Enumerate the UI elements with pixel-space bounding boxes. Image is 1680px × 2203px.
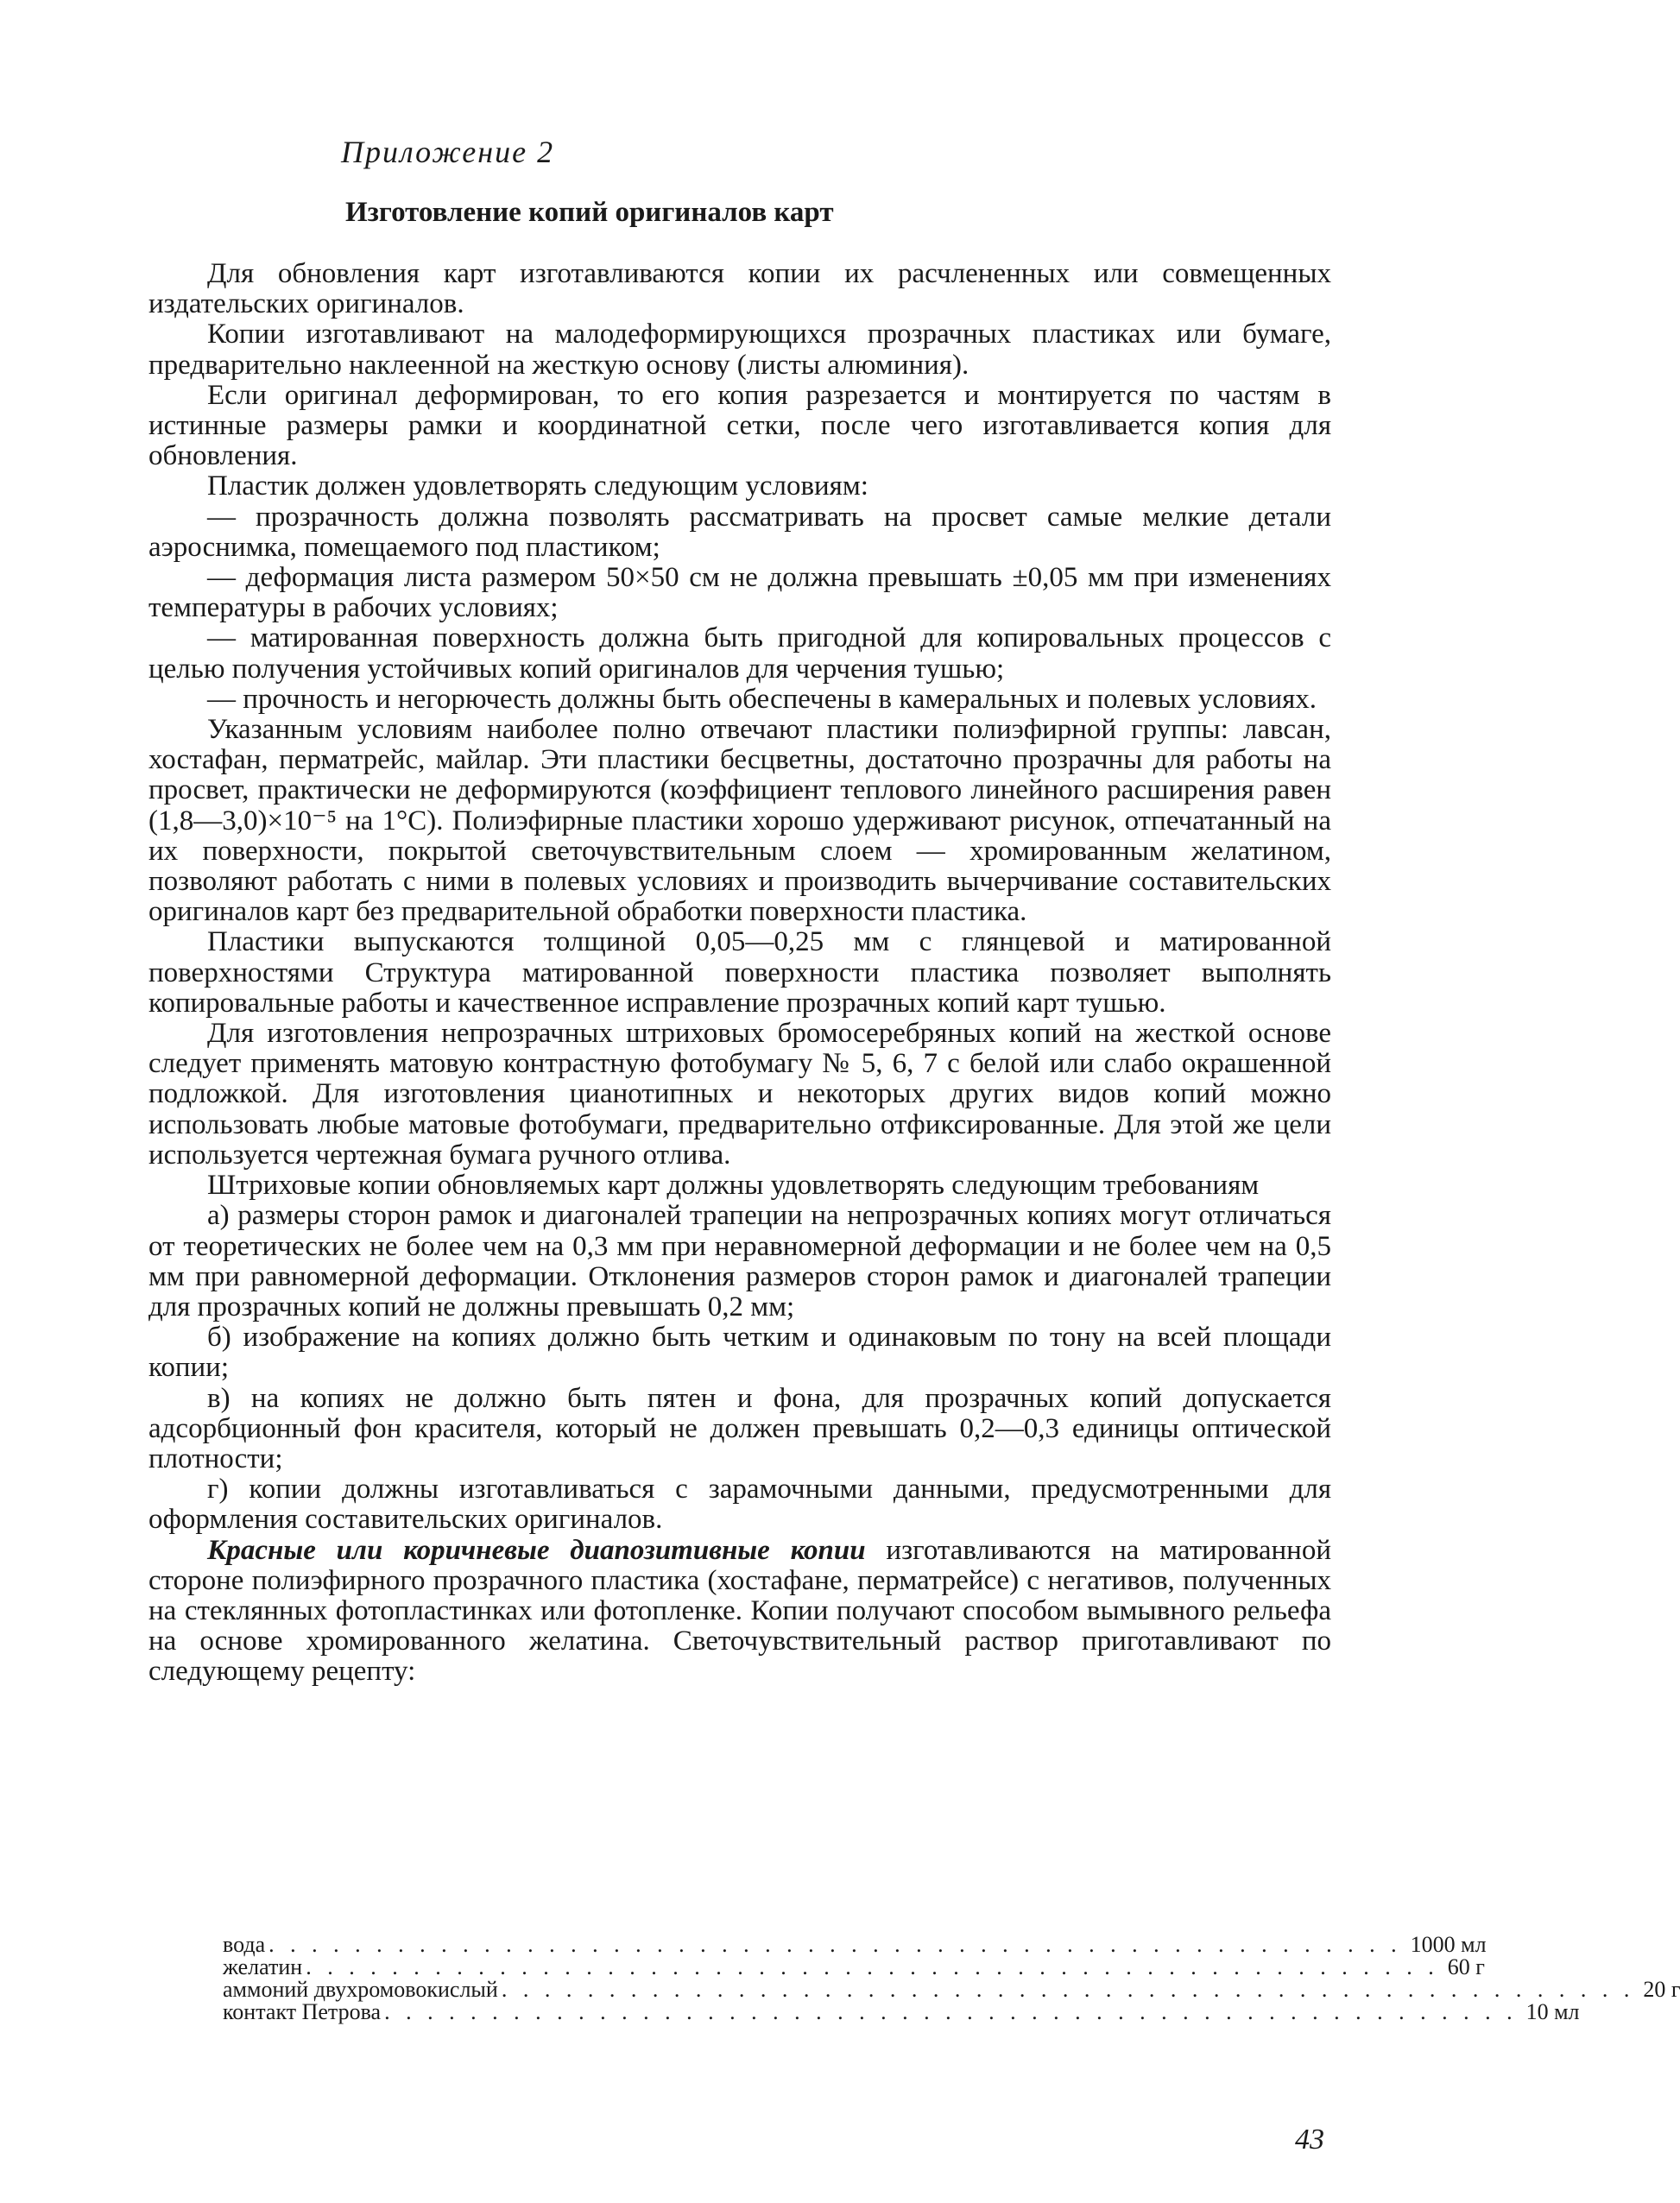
list-item: — деформация листа размером 50×50 см не должна превышать ±0,05 мм при изменениях температуры в рабочих условиях; — [148, 562, 1331, 624]
list-item: — прозрачность должна позволять рассматривать на просвет самые мелкие детали аэроснимка, помещаемого под пластиком; — [148, 501, 1331, 563]
list-item: — прочность и негорючесть должны быть обеспечены в камеральных и полевых условиях. — [207, 683, 1317, 715]
paragraph: Пластик должен удовлетворять следующим условиям: — [207, 470, 868, 502]
requirement-item: а) размеры сторон рамок и диагоналей трапеции на непрозрачных копиях могут отличаться от теоретических не более чем на 0,3 мм при неравномерной деформации и не более чем на 0,5 мм при равномерной деформации. Отклонения размеров сторон рамок и диагоналей трапеции для прозрачных копий не должны превышать 0,2 мм; — [148, 1200, 1331, 1322]
ingredient-name: контакт Петрова — [223, 1999, 382, 2024]
requirement-item: в) на копиях не должно быть пятен и фона, для прозрачных копий допускается адсорбционный фон красителя, который не должен превышать 0,2—0,3 единицы оптической плотности; — [148, 1382, 1331, 1474]
requirement-item: б) изображение на копиях должно быть четким и одинаковым по тону на всей площади копии; — [148, 1322, 1331, 1384]
paragraph: Для изготовления непрозрачных штриховых бромосеребряных копий на жесткой основе следует применять матовую контрастную фотобумагу № 5, 6, 7 с белой или слабо окрашенной подложкой. Для изготовления цианотипных и некоторых других видов копий можно использовать любые матовые фотобумаги, предварительно отфиксированные. Для этой же цели используется чертежная бумага ручного отлива. — [148, 1018, 1331, 1171]
ingredient-qty: 10 мл — [1525, 1999, 1580, 2024]
paragraph: Пластики выпускаются толщиной 0,05—0,25 мм с глянцевой и матированной поверхностями Структура матированной поверхности пластика позволяет выполнять копировальные работы и качественное исправление прозрачных копий карт тушью. — [148, 926, 1331, 1019]
ingredient-qty: 1000 мл — [1410, 1932, 1487, 1957]
paragraph — [148, 1536, 1331, 1688]
paragraph: Если оригинал деформирован, то его копия разрезается и монтируется по частям в истинные размеры рамки и координатной сетки, после чего изготавливается копия для обновления. — [148, 379, 1331, 472]
ingredient-qty: 20 г — [1643, 1977, 1680, 2002]
leader-dots: . . . . . . . . . . . . . . . . . . . . . . . . . . . . . . . . . . . . . . . . . . . . . . . . . . . . . — [501, 1977, 1635, 2002]
paragraph: Указанным условиям наиболее полно отвечают пластики полиэфирной группы: лавсан, хостафан, перматрейс, майлар. Эти пластики бесцветны, достаточно прозрачны для работы на просвет, практически не деформируются (коэффициент теплового линейного расширения равен (1,8—3,0)×10⁻⁵ на 1°С). Полиэфирные пластики хорошо удерживают рисунок, отпечатанный на их поверхности, покрытой светочувствительным слоем — хромированным желатином, позволяют работать с ними в полевых условиях и производить вычерчивание составительских оригиналов карт без предварительной обработки поверхности пластика. — [148, 714, 1331, 928]
leader-dots: . . . . . . . . . . . . . . . . . . . . . . . . . . . . . . . . . . . . . . . . . . . . . . . . . . . . . — [384, 1999, 1518, 2024]
paragraph-rest: изготавливаются на матированной стороне полиэфирного прозрачного пластика (хостафане, перматрейсе) с негативов, полученных на стеклянных фотопластинках или фотопленке. Копии получают способом вымывного рельефа на основе хромированного желатина. Светочувствительный раствор приготавливают по следующему рецепту: — [148, 1534, 1331, 1688]
recipe-list — [223, 1932, 1680, 2024]
leader-dots: . . . . . . . . . . . . . . . . . . . . . . . . . . . . . . . . . . . . . . . . . . . . . . . . . . . . . — [268, 1932, 1402, 1957]
list-item: — матированная поверхность должна быть пригодной для копировальных процессов с целью получения устойчивых копий оригиналов для черчения тушью; — [148, 622, 1331, 685]
recipe-row — [223, 1999, 1580, 2024]
body-text — [148, 259, 1331, 1688]
ingredient-name: желатин — [223, 1954, 303, 1979]
recipe-row — [223, 1977, 1680, 2002]
appendix-label: Приложение 2 — [341, 135, 555, 169]
paragraph: Копии изготавливают на малодеформирующихся прозрачных пластиках или бумаге, предварительно наклеенной на жесткую основу (листы алюминия). — [148, 319, 1331, 381]
ingredient-name: вода — [223, 1932, 266, 1957]
section-title: Изготовление копий оригиналов карт — [345, 197, 834, 228]
ingredient-name: аммоний двухромовокислый — [223, 1977, 498, 2002]
requirement-item: г) копии должны изготавливаться с зарамочными данными, предусмотренными для оформления составительских оригиналов. — [148, 1474, 1331, 1536]
paragraph: Для обновления карт изготавливаются копии их расчлененных или совмещенных издательских оригиналов. — [148, 258, 1331, 320]
emphasis-lead: Красные или коричневые диапозитивные копии — [207, 1534, 866, 1566]
recipe-row — [223, 1954, 1485, 1979]
ingredient-qty: 60 г — [1447, 1954, 1485, 1979]
recipe-row — [223, 1932, 1487, 1957]
leader-dots: . . . . . . . . . . . . . . . . . . . . . . . . . . . . . . . . . . . . . . . . . . . . . . . . . . . . . — [306, 1954, 1439, 1979]
page-number: 43 — [1295, 2124, 1324, 2156]
paragraph: Штриховые копии обновляемых карт должны удовлетворять следующим требованиям — [207, 1170, 1260, 1202]
